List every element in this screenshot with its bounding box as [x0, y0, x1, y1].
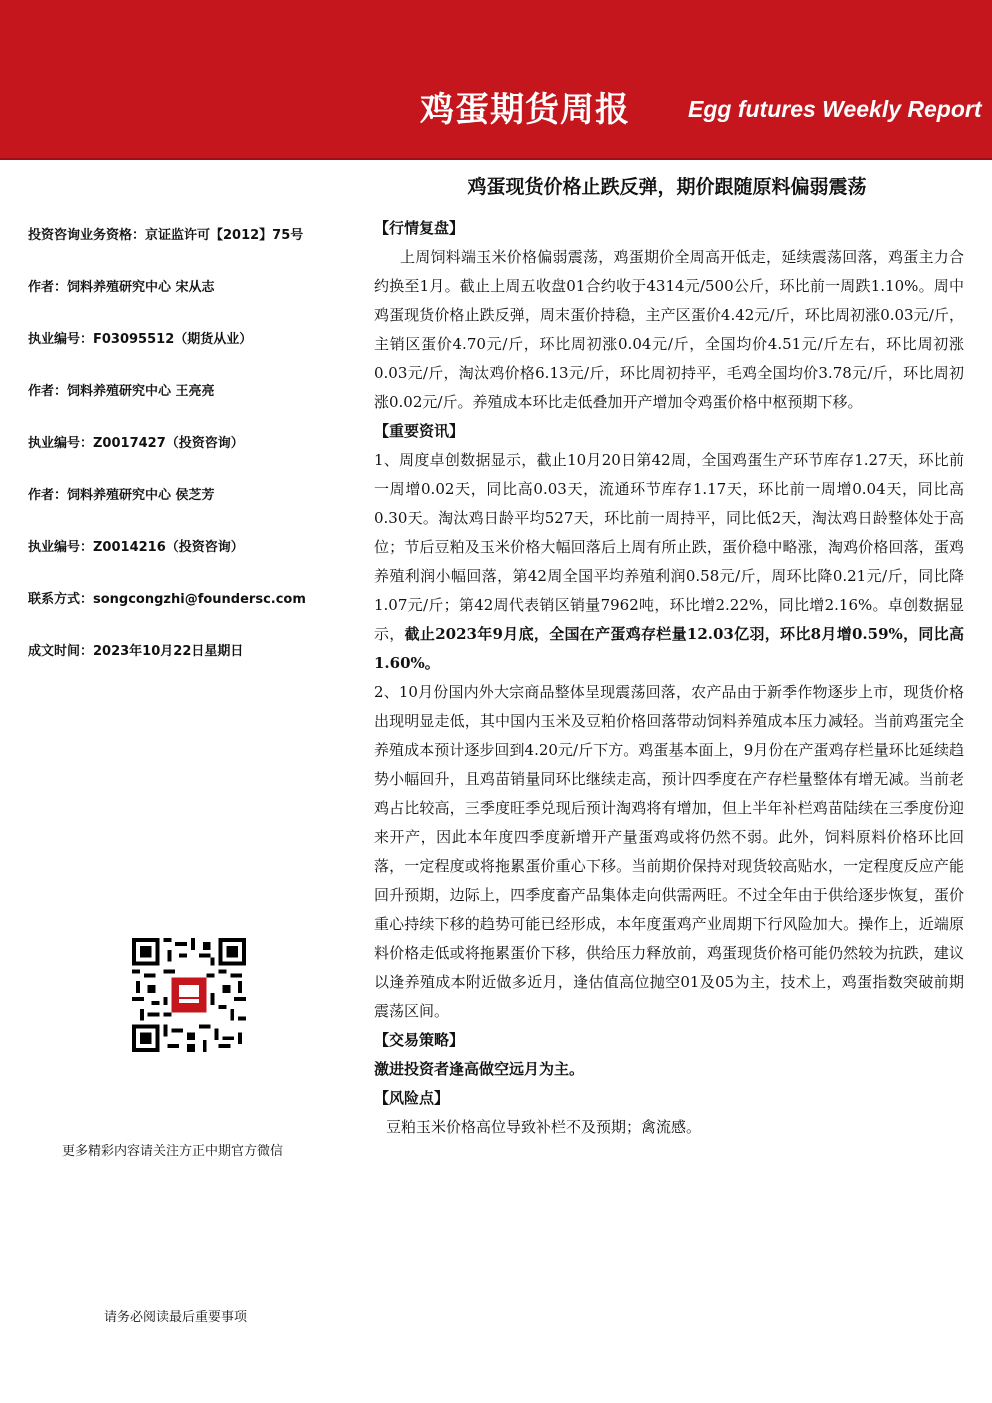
author-sidebar [28, 224, 358, 692]
date-line: 成文时间：2023年10月22日星期日 [28, 644, 244, 659]
footer-note: 请务必阅读最后重要事项 [104, 1310, 248, 1325]
contact-line: 联系方式：songcongzhi@foundersc.com [28, 592, 306, 607]
author-line: 作者：饲料养殖研究中心 王亮亮 [28, 384, 215, 399]
author-line: 作者：饲料养殖研究中心 侯芝芳 [28, 488, 215, 503]
license-line: 执业编号：Z0014216（投资咨询） [28, 540, 244, 555]
author-line: 作者：饲料养殖研究中心 宋从志 [28, 280, 215, 295]
qualification-line: 投资咨询业务资格：京证监许可【2012】75号 [28, 228, 304, 243]
banner-divider [0, 158, 992, 160]
page-headline: 鸡蛋现货价格止跌反弹，期价跟随原料偏弱震荡 [467, 176, 867, 198]
news-item-2: 2、10月份国内外大宗商品整体呈现震荡回落，农产品由于新季作物逐步上市，现货价格出现明显走低，其中国内玉米及豆粕价格回落带动饲料养殖成本压力减轻。当前鸡蛋完全养殖成本预计逐步回到4.20元/斤下方。鸡蛋基本面上，9月份在产蛋鸡存栏量环比延续趋势小幅回升，且鸡苗销量同环比继续走高，预计四季度在产存栏量整体有增无减。当前老鸡占比较高，三季度旺季兑现后预计淘鸡将有增加，但上半年补栏鸡苗陆续在三季度份迎来开产，因此本年度四季度新增开产量蛋鸡或将仍然不弱。此外，饲料原料价格环比回落，一定程度或将拖累蛋价重心下移。当前期价保持对现货较高贴水，一定程度反应产能回升预期，边际上，四季度畜产品集体走向供需两旺。不过全年由于供给逐步恢复，蛋价重心持续下移的趋势可能已经形成，本年度蛋鸡产业周期下行风险加大。操作上，近端原料价格走低或将拖累蛋价下移，供给压力释放前，鸡蛋现货价格可能仍然较为抗跌，建议以逢养殖成本附近做多近月，逢估值高位抛空01及05为主，技术上，鸡蛋指数突破前期震荡区间。 [374, 683, 964, 1020]
report-title-cn: 鸡蛋期货周报 [420, 90, 630, 130]
header-banner [0, 0, 992, 160]
section-title-risk: 【风险点】 [374, 1089, 450, 1107]
report-title-en: Egg futures Weekly Report [688, 96, 982, 122]
review-paragraph: 上周饲料端玉米价格偏弱震荡，鸡蛋期价全周高开低走，延续震荡回落，鸡蛋主力合约换至1月。截止上周五收盘01合约收于4314元/500公斤，环比前一周跌1.10%。周中鸡蛋现货价格止跌反弹，周末蛋价持稳，主产区蛋价4.42元/斤，环比周初涨0.03元/斤，主销区蛋价4.70元/斤，环比周初涨0.04元/斤，全国均价4.51元/斤左右，环比周初涨0.03元/斤，淘汰鸡价格6.13元/斤，环比周初持平，毛鸡全国均价3.78元/斤，环比周初涨0.02元/斤。养殖成本环比走低叠加开产增加令鸡蛋价格中枢预期下移。 [374, 248, 964, 411]
qr-caption: 更多精彩内容请关注方正中期官方微信 [62, 1144, 284, 1159]
risk-text: 豆粕玉米价格高位导致补栏不及预期；禽流感。 [386, 1118, 702, 1136]
strategy-text: 激进投资者逢高做空远月为主。 [374, 1060, 585, 1078]
news-item-1-highlight: 截止2023年9月底，全国在产蛋鸡存栏量12.03亿羽，环比8月增0.59%，同比高1.60%。 [374, 625, 964, 672]
section-title-news: 【重要资讯】 [374, 422, 465, 440]
wechat-qr-code [132, 938, 246, 1052]
report-body [374, 214, 964, 1142]
news-item-1-text: 1、周度卓创数据显示，截止10月20日第42周，全国鸡蛋生产环节库存1.27天，环比前一周增0.02天，同比高0.03天，流通环节库存1.17天，环比前一周增0.04天，同比高0.30天。淘汰鸡日龄平均527天，环比前一周持平，同比低2天，淘汰鸡日龄整体处于高位；节后豆粕及玉米价格大幅回落后上周有所止跌，蛋价稳中略涨，淘鸡价格回落，蛋鸡养殖利润小幅回落，第42周全国平均养殖利润0.58元/斤，周环比降0.21元/斤，同比降1.07元/斤；第42周代表销区销量7962吨，环比增2.22%，同比增2.16%。卓创数据显示， [374, 451, 964, 643]
section-title-strategy: 【交易策略】 [374, 1031, 465, 1049]
news-item-1 [374, 446, 964, 678]
license-line: 执业编号：F03095512（期货从业） [28, 332, 253, 347]
section-title-review: 【行情复盘】 [374, 219, 465, 237]
license-line: 执业编号：Z0017427（投资咨询） [28, 436, 244, 451]
